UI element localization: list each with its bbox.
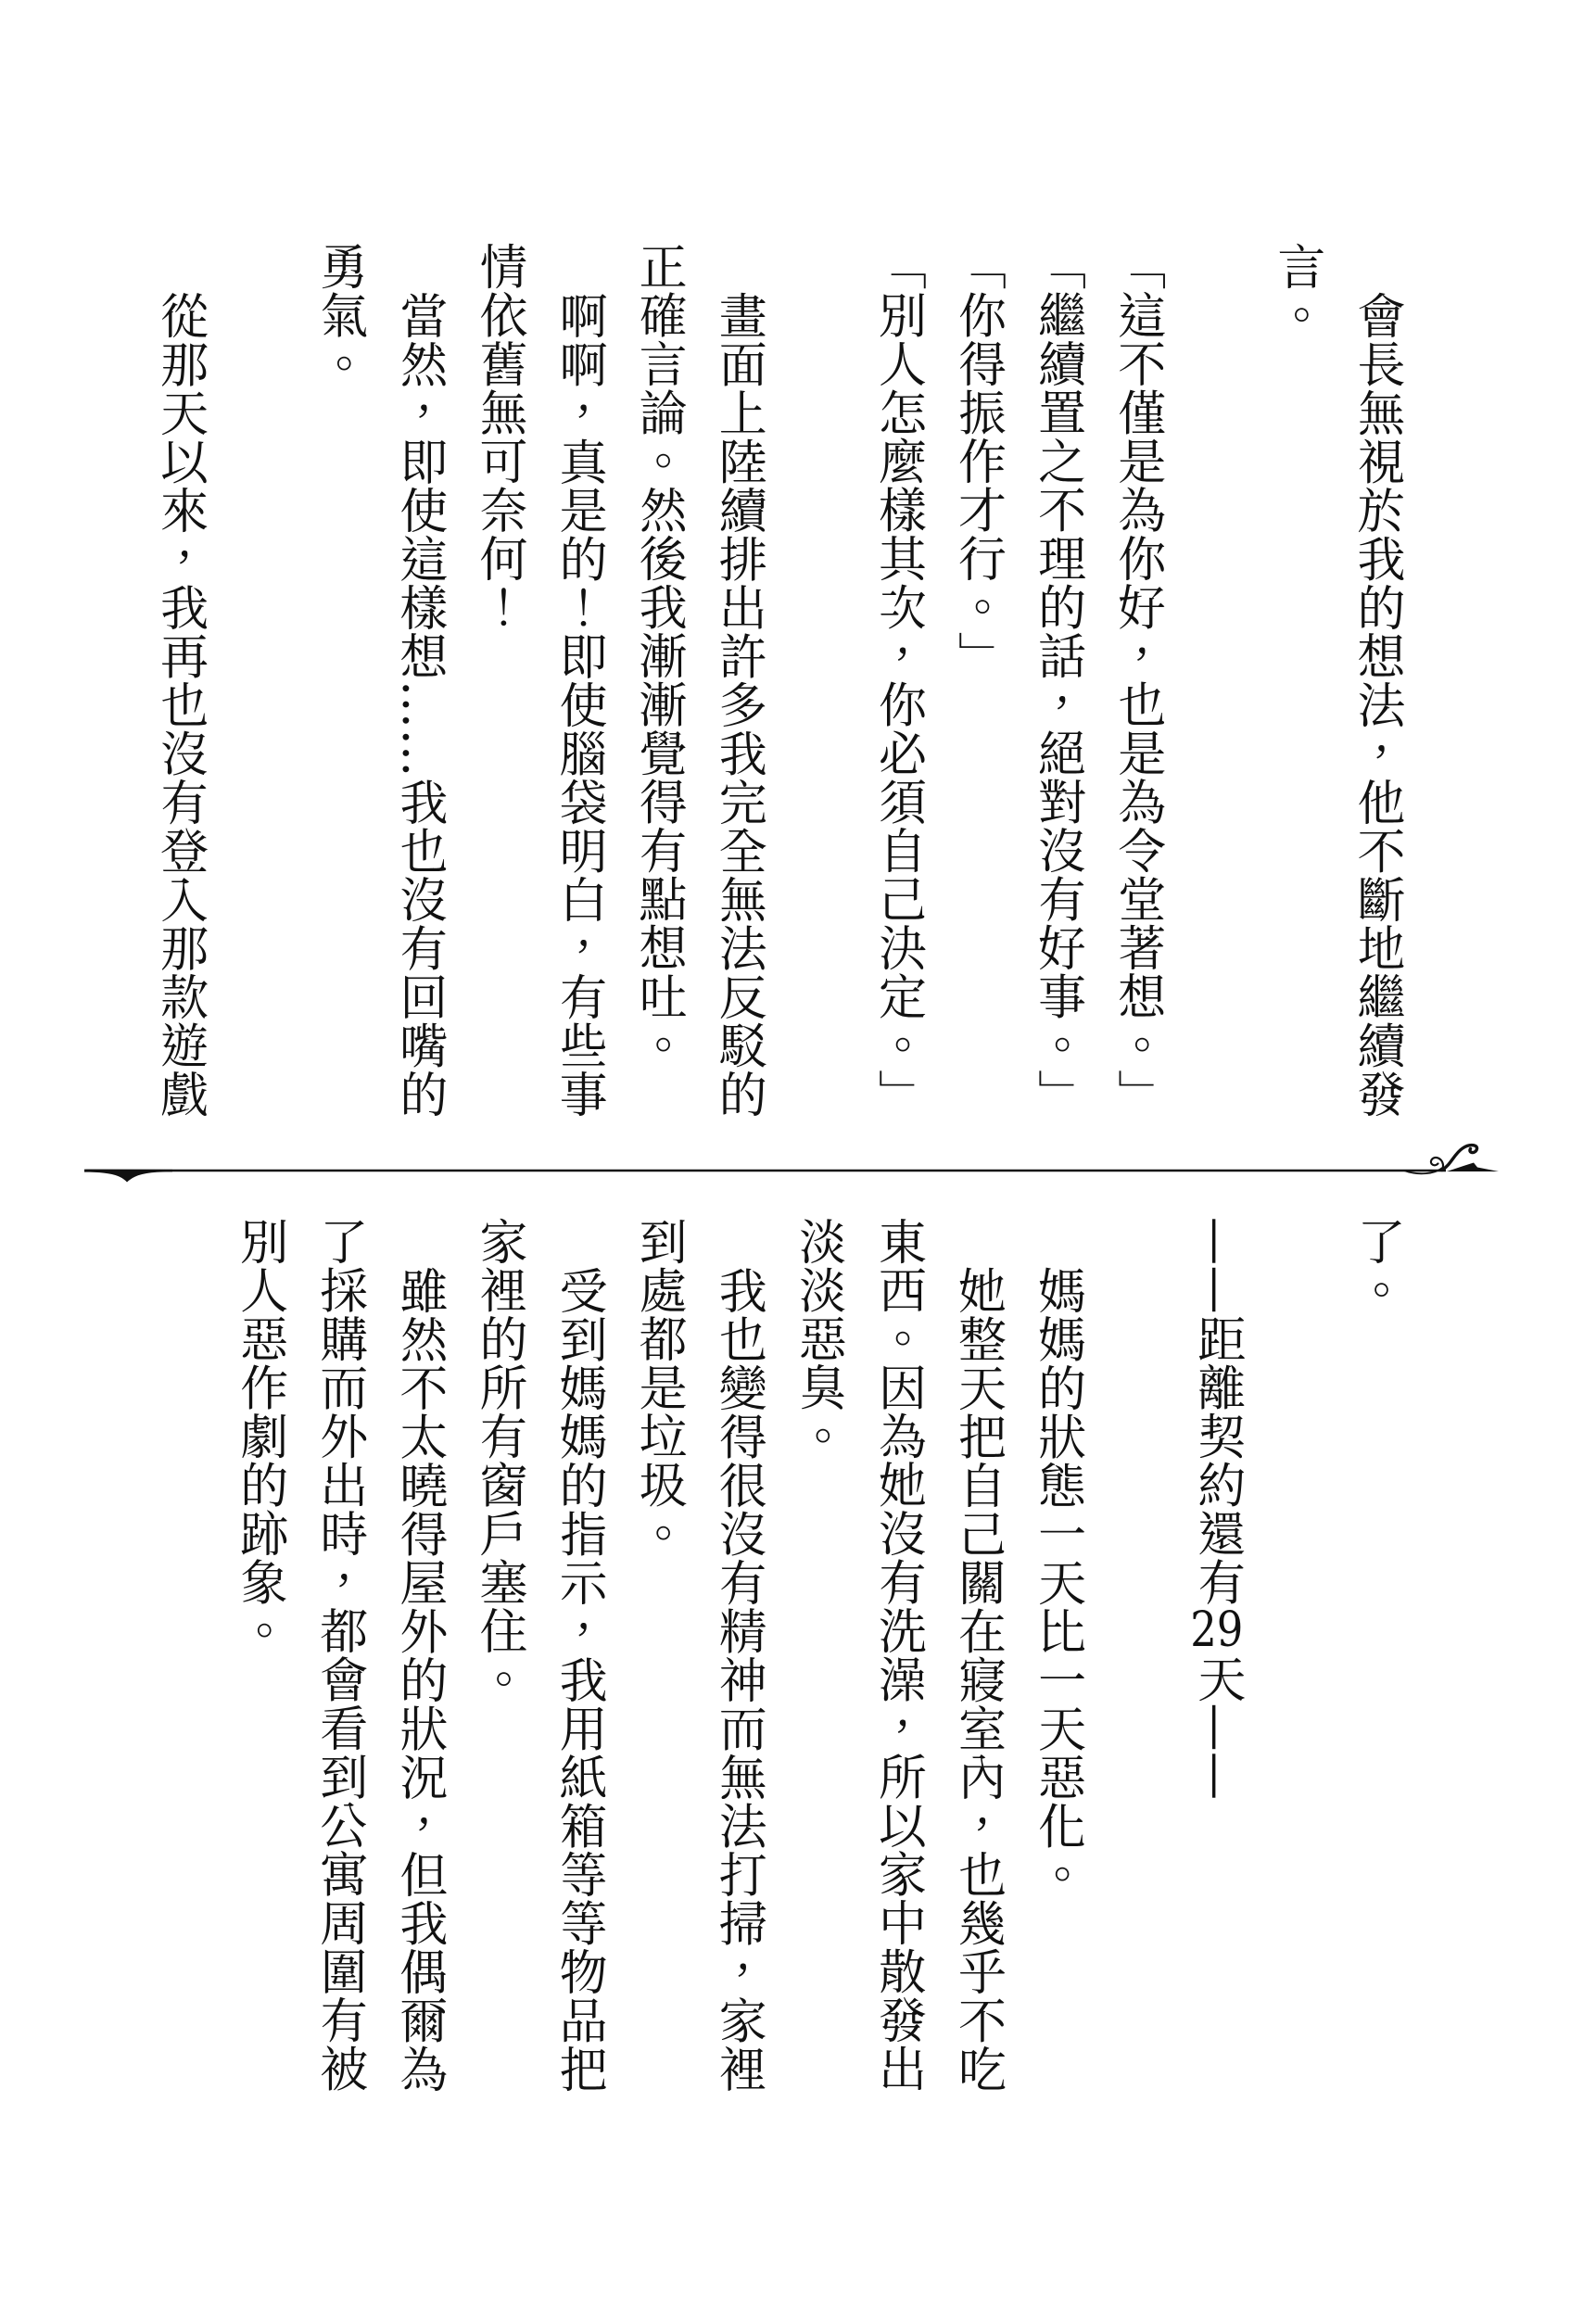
days-remaining-number: 29 bbox=[1190, 1606, 1244, 1654]
text-column: 畫面上陸續排出許多我完全無法反駁的 bbox=[710, 290, 766, 1118]
text-column: 受到媽媽的指示，我用紙箱等等物品把 bbox=[551, 1265, 607, 2093]
text-column: 了。 bbox=[1349, 1217, 1404, 1314]
thorn-tip-icon bbox=[84, 1170, 172, 1183]
flourish-wedge-icon bbox=[1447, 1163, 1499, 1172]
text-column: 媽媽的狀態一天比一天惡化。 bbox=[1029, 1265, 1085, 1898]
text-column: 言。 bbox=[1268, 242, 1324, 339]
text-column: 我也變得很沒有精神而無法打掃，家裡 bbox=[710, 1265, 766, 2093]
text-column: 情依舊無可奈何！ bbox=[470, 242, 526, 631]
dialogue-column: 「繼續置之不理的話，絕對沒有好事。」 bbox=[1029, 242, 1085, 1118]
text-column: 啊啊，真是的！即使腦袋明白，有些事 bbox=[551, 290, 607, 1118]
blank-line bbox=[1177, 242, 1257, 1122]
dialogue-column: 「你得振作才行。」 bbox=[949, 242, 1006, 680]
ornamental-divider-icon bbox=[0, 1131, 1596, 1205]
dialogue-column: 「別人怎麼樣其次，你必須自己決定。」 bbox=[869, 242, 926, 1118]
text-column: 從那天以來，我再也沒有登入那款遊戲 bbox=[151, 290, 208, 1118]
text-column: 別人惡作劇的跡象。 bbox=[231, 1217, 287, 1655]
heading-prefix: ——距離契約還有 bbox=[1188, 1217, 1245, 1606]
text-column: 到處都是垃圾。 bbox=[630, 1217, 687, 1558]
text-column: 淡淡惡臭。 bbox=[790, 1217, 846, 1461]
text-column: 她整天把自己關在寢室內，也幾乎不吃 bbox=[949, 1265, 1006, 2093]
text-column: 家裡的所有窗戶塞住。 bbox=[470, 1217, 526, 1703]
text-column: 雖然不太曉得屋外的狀況，但我偶爾為 bbox=[390, 1265, 447, 2093]
text-column: 正確言論。然後我漸漸覺得有點想吐。 bbox=[630, 242, 687, 1070]
text-column: 東西。因為她沒有洗澡，所以家中散發出 bbox=[869, 1217, 926, 2093]
dialogue-column: 「這不僅是為你好，也是為令堂著想。」 bbox=[1108, 242, 1165, 1118]
heading-suffix: 天—— bbox=[1188, 1654, 1245, 1801]
text-column: 當然，即使這樣想……我也沒有回嘴的 bbox=[390, 290, 447, 1118]
top-text-block bbox=[140, 242, 1417, 1122]
blank-line bbox=[1097, 1217, 1177, 2097]
text-column: 勇氣。 bbox=[310, 242, 367, 388]
section-heading bbox=[1177, 1217, 1257, 2097]
text-column: 了採購而外出時，都會看到公寓周圍有被 bbox=[310, 1217, 367, 2093]
bottom-text-block bbox=[220, 1217, 1416, 2097]
blank-line bbox=[220, 242, 299, 1122]
text-column: 會長無視於我的想法，他不斷地繼續發 bbox=[1349, 290, 1404, 1118]
blank-line bbox=[778, 242, 857, 1122]
blank-line bbox=[1257, 1217, 1336, 2097]
